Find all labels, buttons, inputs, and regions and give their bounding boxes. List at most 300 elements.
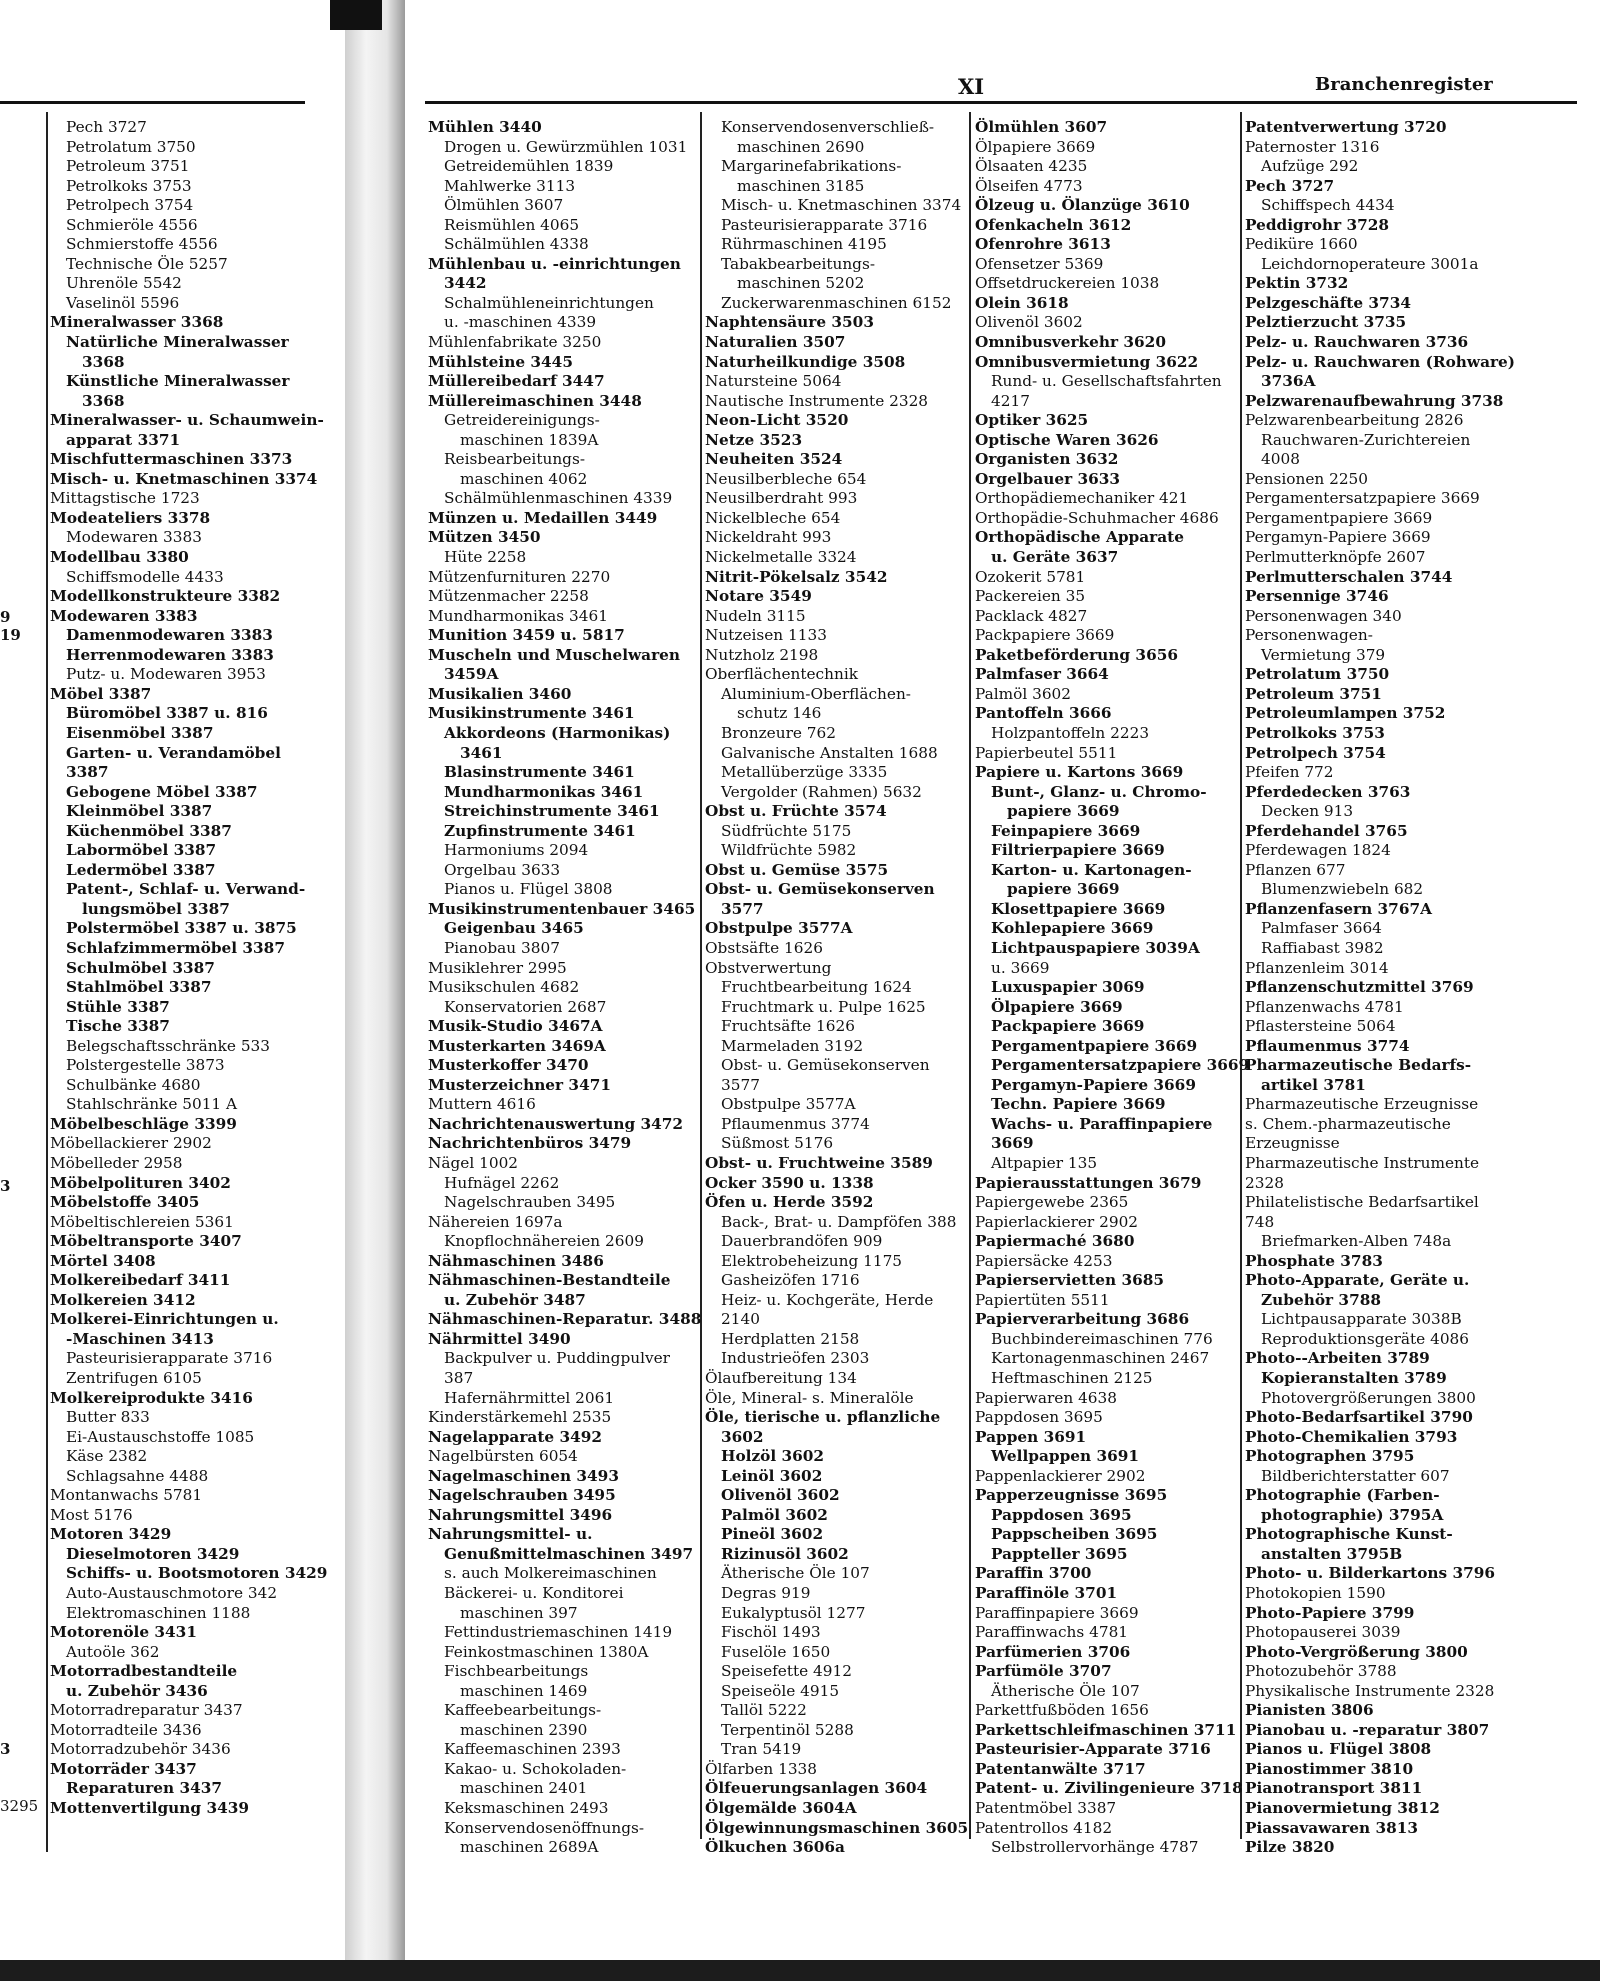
index-entry: Pflanzen 677	[1245, 860, 1346, 879]
index-heading: 3736A	[1261, 372, 1316, 391]
index-heading: Techn. Papiere 3669	[991, 1095, 1166, 1114]
index-entry: Pelzwarenbearbeitung 2826	[1245, 411, 1464, 430]
index-entry: Dauerbrandöfen 909	[721, 1232, 883, 1251]
index-heading: Möbeltransporte 3407	[50, 1232, 242, 1251]
index-heading: 3577	[721, 899, 764, 918]
index-heading: Petrolkoks 3753	[1245, 723, 1385, 742]
index-entry: Schälmühlen 4338	[444, 235, 589, 254]
index-heading: Photo--Arbeiten 3789	[1245, 1349, 1430, 1368]
index-heading: Künstliche Mineralwasser	[66, 372, 290, 391]
index-heading: Pianotransport 3811	[1245, 1779, 1423, 1798]
index-entry: Leichdornoperateure 3001a	[1261, 254, 1479, 273]
index-entry: Nutzholz 2198	[705, 645, 819, 664]
index-heading: 3602	[721, 1427, 764, 1446]
index-heading: Obst- u. Gemüsekonserven	[705, 880, 935, 899]
index-entry: Speisefette 4912	[721, 1662, 852, 1681]
index-entry: Keksmaschinen 2493	[444, 1799, 609, 1818]
index-entry: Ölfarben 1338	[705, 1759, 818, 1778]
index-entry: Konservatorien 2687	[444, 997, 607, 1016]
index-entry: Reisbearbeitungs-	[444, 450, 585, 469]
index-entry: Oberflächentechnik	[705, 665, 858, 684]
index-heading: Neon-Licht 3520	[705, 411, 849, 430]
index-heading: Paraffin 3700	[975, 1564, 1092, 1583]
index-entry: Motorradzubehör 3436	[50, 1740, 231, 1759]
index-heading: Musterkarten 3469A	[428, 1036, 606, 1055]
index-heading: Ölzeug u. Ölanzüge 3610	[975, 196, 1190, 215]
index-heading: Mineralwasser- u. Schaumwein-	[50, 411, 324, 430]
index-heading: Nähmaschinen-Bestandteile	[428, 1271, 671, 1290]
index-heading: Musikinstrumente 3461	[428, 704, 635, 723]
index-entry: Nähereien 1697a	[428, 1212, 563, 1231]
index-heading: Rizinusöl 3602	[721, 1544, 849, 1563]
index-heading: Optiker 3625	[975, 411, 1089, 430]
index-heading: Pianisten 3806	[1245, 1701, 1374, 1720]
index-heading: Nagelapparate 3492	[428, 1427, 603, 1446]
index-heading: Wellpappen 3691	[991, 1447, 1140, 1466]
index-entry: Nickelbleche 654	[705, 508, 841, 527]
index-heading: Feinpapiere 3669	[991, 821, 1141, 840]
right-header-rule	[425, 101, 1577, 104]
index-heading: Patent-, Schlaf- u. Verwand-	[66, 880, 306, 899]
index-heading: Omnibusverkehr 3620	[975, 333, 1166, 352]
index-entry: Autoöle 362	[66, 1642, 160, 1661]
index-heading: Motorräder 3437	[50, 1759, 197, 1778]
index-heading: Peddigrohr 3728	[1245, 215, 1390, 234]
index-entry: Briefmarken-Alben 748a	[1261, 1232, 1452, 1251]
index-entry: Photozubehör 3788	[1245, 1662, 1397, 1681]
scan-border	[0, 1960, 1600, 1981]
index-entry: Gasheizöfen 1716	[721, 1271, 860, 1290]
index-heading: Reparaturen 3437	[66, 1779, 223, 1798]
index-heading: Naturheilkundige 3508	[705, 352, 906, 371]
index-entry: Obstverwertung	[705, 958, 832, 977]
index-heading: Photo-Vergrößerung 3800	[1245, 1642, 1468, 1661]
index-heading: Wachs- u. Paraffinpapiere	[991, 1114, 1213, 1133]
column-divider	[46, 112, 48, 1852]
index-heading: Pappscheiben 3695	[991, 1525, 1158, 1544]
index-heading: Motoren 3429	[50, 1525, 172, 1544]
index-entry: Schälmühlenmaschinen 4339	[444, 489, 673, 508]
index-entry: maschinen 3185	[737, 176, 865, 195]
index-entry: Ölpapiere 3669	[975, 137, 1096, 156]
index-heading: Pianos u. Flügel 3808	[1245, 1740, 1432, 1759]
index-entry: Terpentinöl 5288	[721, 1720, 854, 1739]
index-heading: Packpapiere 3669	[991, 1017, 1145, 1036]
index-entry: Heiz- u. Kochgeräte, Herde	[721, 1290, 934, 1309]
index-heading: Parfümöle 3707	[975, 1662, 1112, 1681]
index-heading: Kopieranstalten 3789	[1261, 1369, 1447, 1387]
index-heading: Nahrungsmittel 3496	[428, 1505, 613, 1524]
index-entry: Mützenmacher 2258	[428, 587, 589, 606]
index-entry: Pflaumenmus 3774	[721, 1114, 870, 1133]
index-entry: Süßmost 5176	[721, 1134, 834, 1153]
index-heading: Möbel 3387	[50, 684, 152, 703]
index-entry: s. Chem.-pharmazeutische	[1245, 1114, 1451, 1133]
index-heading: Papiermaché 3680	[975, 1232, 1135, 1251]
index-heading: Notare 3549	[705, 587, 812, 606]
index-entry: Mühlenfabrikate 3250	[428, 333, 602, 352]
index-heading: Organisten 3632	[975, 450, 1119, 469]
index-entry: Pflanzenleim 3014	[1245, 958, 1389, 977]
index-entry: Pasteurisierapparate 3716	[721, 215, 928, 234]
index-heading: Molkereien 3412	[50, 1290, 196, 1309]
index-entry: Pergamentpapiere 3669	[1245, 508, 1433, 527]
index-entry: Motorradteile 3436	[50, 1720, 202, 1739]
index-entry: Rührmaschinen 4195	[721, 235, 887, 254]
index-heading: Pelzgeschäfte 3734	[1245, 293, 1411, 312]
index-heading: Ölmühlen 3607	[975, 118, 1108, 136]
index-entry: Buchbindereimaschinen 776	[991, 1329, 1213, 1348]
index-heading: anstalten 3795B	[1261, 1544, 1403, 1563]
index-entry: Fettindustriemaschinen 1419	[444, 1623, 673, 1642]
index-heading: Muscheln und Muschelwaren	[428, 645, 680, 664]
index-entry: 4217	[991, 391, 1030, 410]
index-entry: Pergamyn-Papiere 3669	[1245, 528, 1431, 547]
index-entry: Getreidereinigungs-	[444, 411, 600, 430]
index-entry: Aufzüge 292	[1261, 157, 1359, 176]
index-entry: Obstsäfte 1626	[705, 938, 823, 957]
index-heading: Klosettpapiere 3669	[991, 899, 1166, 918]
index-heading: Petrolatum 3750	[1245, 665, 1390, 684]
index-heading: Büromöbel 3387 u. 816	[66, 704, 268, 723]
index-entry: Paraffinpapiere 3669	[975, 1603, 1139, 1622]
index-heading: Pelztierzucht 3735	[1245, 313, 1407, 332]
index-heading: Mörtel 3408	[50, 1251, 156, 1270]
index-heading: -Maschinen 3413	[66, 1329, 214, 1348]
index-heading: Nähmaschinen-Reparatur. 3488	[428, 1310, 702, 1329]
index-entry: Palmfaser 3664	[1261, 919, 1382, 938]
index-heading: Lichtpauspapiere 3039A	[991, 938, 1200, 957]
index-heading: Photo-Papiere 3799	[1245, 1603, 1415, 1622]
index-entry: Schmierstoffe 4556	[66, 235, 218, 254]
index-entry: Papierbeutel 5511	[975, 743, 1118, 762]
index-entry: Reproduktionsgeräte 4086	[1261, 1329, 1470, 1348]
index-heading: Papierverarbeitung 3686	[975, 1310, 1190, 1329]
index-entry: Butter 833	[66, 1408, 150, 1427]
index-entry: schutz 146	[737, 704, 822, 723]
index-heading: Misch- u. Knetmaschinen 3374	[50, 469, 318, 488]
index-entry: Offsetdruckereien 1038	[975, 274, 1160, 293]
index-entry: Hafernährmittel 2061	[444, 1388, 615, 1407]
index-entry: Natursteine 5064	[705, 372, 842, 391]
index-heading: Labormöbel 3387	[66, 841, 217, 860]
index-heading: Musikalien 3460	[428, 684, 572, 703]
index-heading: Motorradbestandteile	[50, 1662, 238, 1681]
index-heading: Munition 3459 u. 5817	[428, 626, 625, 645]
index-entry: Margarinefabrikations-	[721, 157, 902, 176]
index-heading: Blasinstrumente 3461	[444, 763, 635, 782]
index-heading: Schulmöbel 3387	[66, 958, 215, 977]
index-column-3	[705, 118, 968, 1858]
index-heading: 3442	[444, 274, 487, 293]
index-heading: Müllereibedarf 3447	[428, 372, 605, 391]
index-heading: Nagelschrauben 3495	[428, 1486, 616, 1505]
index-heading: Musik-Studio 3467A	[428, 1017, 603, 1036]
index-heading: Patent- u. Zivilingenieure 3718	[975, 1779, 1243, 1798]
index-entry: Decken 913	[1261, 802, 1354, 821]
index-entry: Pasteurisierapparate 3716	[66, 1349, 273, 1368]
index-entry: Pflastersteine 5064	[1245, 1017, 1396, 1036]
index-heading: Luxuspapier 3069	[991, 978, 1145, 997]
index-entry: Bäckerei- u. Konditorei	[444, 1584, 624, 1603]
index-heading: 3387	[66, 763, 109, 782]
index-entry: Pappenlackierer 2902	[975, 1466, 1146, 1485]
index-entry: Nudeln 3115	[705, 606, 806, 625]
index-entry: Philatelistische Bedarfsartikel	[1245, 1193, 1479, 1212]
index-entry: Papierwaren 4638	[975, 1388, 1117, 1407]
index-heading: Pergamentpapiere 3669	[991, 1036, 1198, 1055]
index-heading: Obst u. Gemüse 3575	[705, 860, 889, 879]
index-entry: Pensionen 2250	[1245, 469, 1369, 488]
cut-off-number: 9	[0, 608, 11, 626]
index-entry: Packpapiere 3669	[975, 626, 1115, 645]
index-heading: Nachrichtenbüros 3479	[428, 1134, 632, 1153]
index-entry: Pergamentersatzpapiere 3669	[1245, 489, 1480, 508]
index-entry: Mützenfurnituren 2270	[428, 567, 611, 586]
index-heading: Kleinmöbel 3387	[66, 802, 213, 821]
index-entry: Käse 2382	[66, 1447, 148, 1466]
cut-off-number: 19	[0, 626, 21, 644]
index-entry: Fuselöle 1650	[721, 1642, 831, 1661]
index-heading: Schlafzimmermöbel 3387	[66, 938, 285, 957]
index-entry: maschinen 4062	[460, 469, 588, 488]
index-heading: Mühlsteine 3445	[428, 352, 573, 371]
index-heading: Modewaren 3383	[50, 606, 198, 625]
index-entry: Nickelmetalle 3324	[705, 548, 857, 567]
index-entry: Uhrenöle 5542	[66, 274, 182, 293]
index-heading: Musterzeichner 3471	[428, 1075, 612, 1094]
index-heading: papiere 3669	[1007, 802, 1120, 821]
index-entry: maschinen 1839A	[460, 430, 599, 449]
index-entry: Pianobau 3807	[444, 938, 560, 957]
index-heading: Neuheiten 3524	[705, 450, 843, 469]
index-entry: Petrolkoks 3753	[66, 176, 192, 195]
index-entry: Musikschulen 4682	[428, 978, 580, 997]
index-heading: Eisenmöbel 3387	[66, 723, 214, 742]
index-heading: Naphtensäure 3503	[705, 313, 874, 332]
index-entry: maschinen 397	[460, 1603, 578, 1622]
index-heading: Omnibusvermietung 3622	[975, 352, 1199, 371]
index-entry: Patentmöbel 3387	[975, 1799, 1117, 1818]
index-entry: Schlagsahne 4488	[66, 1466, 209, 1485]
index-entry: Nagelbürsten 6054	[428, 1447, 578, 1466]
index-heading: Papperzeugnisse 3695	[975, 1486, 1168, 1505]
index-entry: Paternoster 1316	[1245, 137, 1380, 156]
index-entry: Papierlackierer 2902	[975, 1212, 1139, 1231]
index-heading: Phosphate 3783	[1245, 1251, 1383, 1270]
index-heading: Pappdosen 3695	[991, 1505, 1132, 1524]
page-number: XI	[958, 74, 985, 99]
index-heading: Pianovermietung 3812	[1245, 1799, 1440, 1818]
index-heading: Paraffinöle 3701	[975, 1584, 1118, 1603]
index-heading: 3461	[460, 743, 503, 762]
index-entry: Petroleum 3751	[66, 157, 190, 176]
index-entry: Öle, Mineral- s. Mineralöle	[705, 1388, 914, 1407]
index-entry: Bronzeure 762	[721, 723, 837, 742]
index-heading: Musikinstrumentenbauer 3465	[428, 899, 696, 918]
index-entry: Schiffsmodelle 4433	[66, 567, 224, 586]
index-heading: Photo-Apparate, Geräte u.	[1245, 1271, 1470, 1290]
index-entry: Reismühlen 4065	[444, 215, 580, 234]
index-entry: Personenwagen-	[1245, 626, 1373, 645]
index-heading: Ofenrohre 3613	[975, 235, 1111, 254]
index-heading: Ölgewinnungsmaschinen 3605	[705, 1818, 969, 1837]
index-heading: Möbelstoffe 3405	[50, 1193, 200, 1212]
index-heading: Münzen u. Medaillen 3449	[428, 508, 658, 527]
index-heading: Modellkonstrukteure 3382	[50, 587, 281, 606]
index-entry: Packlack 4827	[975, 606, 1088, 625]
index-entry: Pfeifen 772	[1245, 763, 1334, 782]
index-heading: Optische Waren 3626	[975, 430, 1159, 449]
index-entry: Auto-Austauschmotore 342	[66, 1584, 278, 1603]
index-heading: Nitrit-Pökelsalz 3542	[705, 567, 888, 586]
index-entry: Petrolpech 3754	[66, 196, 194, 215]
index-heading: Netze 3523	[705, 430, 803, 449]
index-entry: Zentrifugen 6105	[66, 1369, 202, 1387]
index-entry: Palmöl 3602	[975, 684, 1072, 703]
index-entry: Pferdewagen 1824	[1245, 841, 1391, 860]
index-heading: Möbelpolituren 3402	[50, 1173, 231, 1192]
index-entry: Schiffspech 4434	[1261, 196, 1395, 215]
index-heading: Bunt-, Glanz- u. Chromo-	[991, 782, 1207, 801]
index-entry: Nagelschrauben 3495	[444, 1193, 616, 1212]
index-entry: Musiklehrer 2995	[428, 958, 567, 977]
index-heading: Musterkoffer 3470	[428, 1056, 589, 1075]
index-entry: maschinen 2690	[737, 137, 865, 156]
index-heading: Pferdehandel 3765	[1245, 821, 1408, 840]
index-entry: Rauchwaren-Zurichtereien	[1261, 430, 1471, 449]
index-entry: Feinkostmaschinen 1380A	[444, 1642, 649, 1661]
index-heading: Kohlepapiere 3669	[991, 919, 1154, 938]
index-entry: Polstergestelle 3873	[66, 1056, 225, 1075]
index-entry: Hüte 2258	[444, 548, 527, 567]
index-entry: Pianos u. Flügel 3808	[444, 880, 613, 899]
index-entry: Obstpulpe 3577A	[721, 1095, 856, 1114]
index-entry: Misch- u. Knetmaschinen 3374	[721, 196, 962, 215]
index-entry: Papiergewebe 2365	[975, 1193, 1129, 1212]
index-entry: Photokopien 1590	[1245, 1584, 1386, 1603]
index-heading: Mühlenbau u. -einrichtungen	[428, 254, 681, 273]
index-entry: Tran 5419	[721, 1740, 802, 1759]
index-entry: Petrolatum 3750	[66, 137, 196, 156]
index-entry: Stahlschränke 5011 A	[66, 1095, 238, 1114]
index-heading: Perlmutterschalen 3744	[1245, 567, 1453, 586]
index-heading: Parkettschleifmaschinen 3711	[975, 1720, 1237, 1739]
index-heading: Damenmodewaren 3383	[66, 626, 273, 645]
index-heading: Dieselmotoren 3429	[66, 1544, 240, 1563]
index-entry: Ozokerit 5781	[975, 567, 1086, 586]
index-entry: Konservendosenverschließ-	[721, 118, 935, 136]
index-entry: Hufnägel 2262	[444, 1173, 560, 1192]
index-entry: u. 3669	[991, 958, 1050, 977]
index-entry: 3577	[721, 1075, 760, 1094]
index-entry: Pediküre 1660	[1245, 235, 1358, 254]
index-heading: Mischfuttermaschinen 3373	[50, 450, 293, 469]
index-entry: u. -maschinen 4339	[444, 313, 597, 332]
index-entry: maschinen 2689A	[460, 1838, 599, 1857]
index-heading: Obst u. Früchte 3574	[705, 802, 887, 821]
gutter-shadow	[330, 0, 382, 30]
index-heading: Orthopädische Apparate	[975, 528, 1184, 547]
index-heading: Gebogene Möbel 3387	[66, 782, 258, 801]
index-entry: Mahlwerke 3113	[444, 176, 576, 195]
index-entry: Elektromaschinen 1188	[66, 1603, 251, 1622]
index-entry: Ölaufbereitung 134	[705, 1369, 857, 1387]
index-entry: Bildberichterstatter 607	[1261, 1466, 1450, 1485]
index-heading: Photographen 3795	[1245, 1447, 1415, 1466]
index-entry: Fruchtmark u. Pulpe 1625	[721, 997, 926, 1016]
index-entry: Kinderstärkemehl 2535	[428, 1408, 612, 1427]
index-entry: Ölseifen 4773	[975, 176, 1083, 195]
index-entry: Kaffeebearbeitungs-	[444, 1701, 602, 1720]
index-heading: Pharmazeutische Bedarfs-	[1245, 1056, 1472, 1075]
index-heading: apparat 3371	[66, 430, 181, 449]
index-entry: Personenwagen 340	[1245, 606, 1402, 625]
index-heading: Holzöl 3602	[721, 1447, 825, 1466]
index-heading: Stühle 3387	[66, 997, 170, 1016]
index-heading: Pektin 3732	[1245, 274, 1349, 293]
index-entry: Mittagstische 1723	[50, 489, 200, 508]
index-heading: Papierservietten 3685	[975, 1271, 1165, 1290]
index-entry: Schulbänke 4680	[66, 1075, 201, 1094]
index-entry: Orthopädiemechaniker 421	[975, 489, 1189, 508]
index-heading: Patentanwälte 3717	[975, 1759, 1146, 1778]
index-heading: Geigenbau 3465	[444, 919, 584, 938]
index-entry: Patentrollos 4182	[975, 1818, 1113, 1837]
index-heading: Palmfaser 3664	[975, 665, 1109, 684]
index-entry: maschinen 2401	[460, 1779, 588, 1798]
index-entry: Eukalyptusöl 1277	[721, 1603, 866, 1622]
index-entry: Altpapier 135	[991, 1153, 1098, 1172]
index-entry: Olivenöl 3602	[975, 313, 1083, 332]
index-entry: Parkettfußböden 1656	[975, 1701, 1149, 1720]
index-entry: Konservendosenöffnungs-	[444, 1818, 645, 1837]
index-heading: Ölgemälde 3604A	[705, 1799, 857, 1818]
index-entry: Kaffeemaschinen 2393	[444, 1740, 621, 1759]
index-heading: Olein 3618	[975, 293, 1069, 312]
index-entry: Pharmazeutische Erzeugnisse	[1245, 1095, 1479, 1114]
index-entry: Montanwachs 5781	[50, 1486, 203, 1505]
index-entry: Wildfrüchte 5982	[721, 841, 857, 860]
index-entry: Heftmaschinen 2125	[991, 1369, 1153, 1387]
index-heading: Pelz- u. Rauchwaren (Rohware)	[1245, 352, 1516, 371]
index-entry: Photovergrößerungen 3800	[1261, 1388, 1476, 1407]
index-entry: Technische Öle 5257	[66, 254, 228, 273]
index-heading: Patentverwertung 3720	[1245, 118, 1447, 136]
index-heading: Akkordeons (Harmonikas)	[444, 723, 671, 742]
index-entry: Aluminium-Oberflächen-	[721, 684, 911, 703]
index-heading: Photographische Kunst-	[1245, 1525, 1453, 1544]
index-heading: Pflanzenfasern 3767A	[1245, 899, 1432, 918]
index-heading: Pasteurisier-Apparate 3716	[975, 1740, 1211, 1759]
index-heading: Filtrierpapiere 3669	[991, 841, 1165, 860]
index-heading: Küchenmöbel 3387	[66, 821, 232, 840]
index-heading: Pianostimmer 3810	[1245, 1759, 1414, 1778]
index-entry: Obst- u. Gemüsekonserven	[721, 1056, 930, 1075]
index-entry: Ölmühlen 3607	[444, 196, 564, 215]
index-heading: Nachrichtenauswertung 3472	[428, 1114, 684, 1133]
index-heading: Persennige 3746	[1245, 587, 1389, 606]
index-entry: maschinen 5202	[737, 274, 865, 293]
index-heading: Papierausstattungen 3679	[975, 1173, 1202, 1192]
index-entry: Nägel 1002	[428, 1153, 519, 1172]
index-heading: u. Geräte 3637	[991, 548, 1119, 567]
index-heading: papiere 3669	[1007, 880, 1120, 899]
index-entry: Belegschaftsschränke 533	[66, 1036, 271, 1055]
index-entry: Raffiabast 3982	[1261, 938, 1384, 957]
index-entry: Galvanische Anstalten 1688	[721, 743, 938, 762]
index-column-4	[975, 118, 1249, 1858]
